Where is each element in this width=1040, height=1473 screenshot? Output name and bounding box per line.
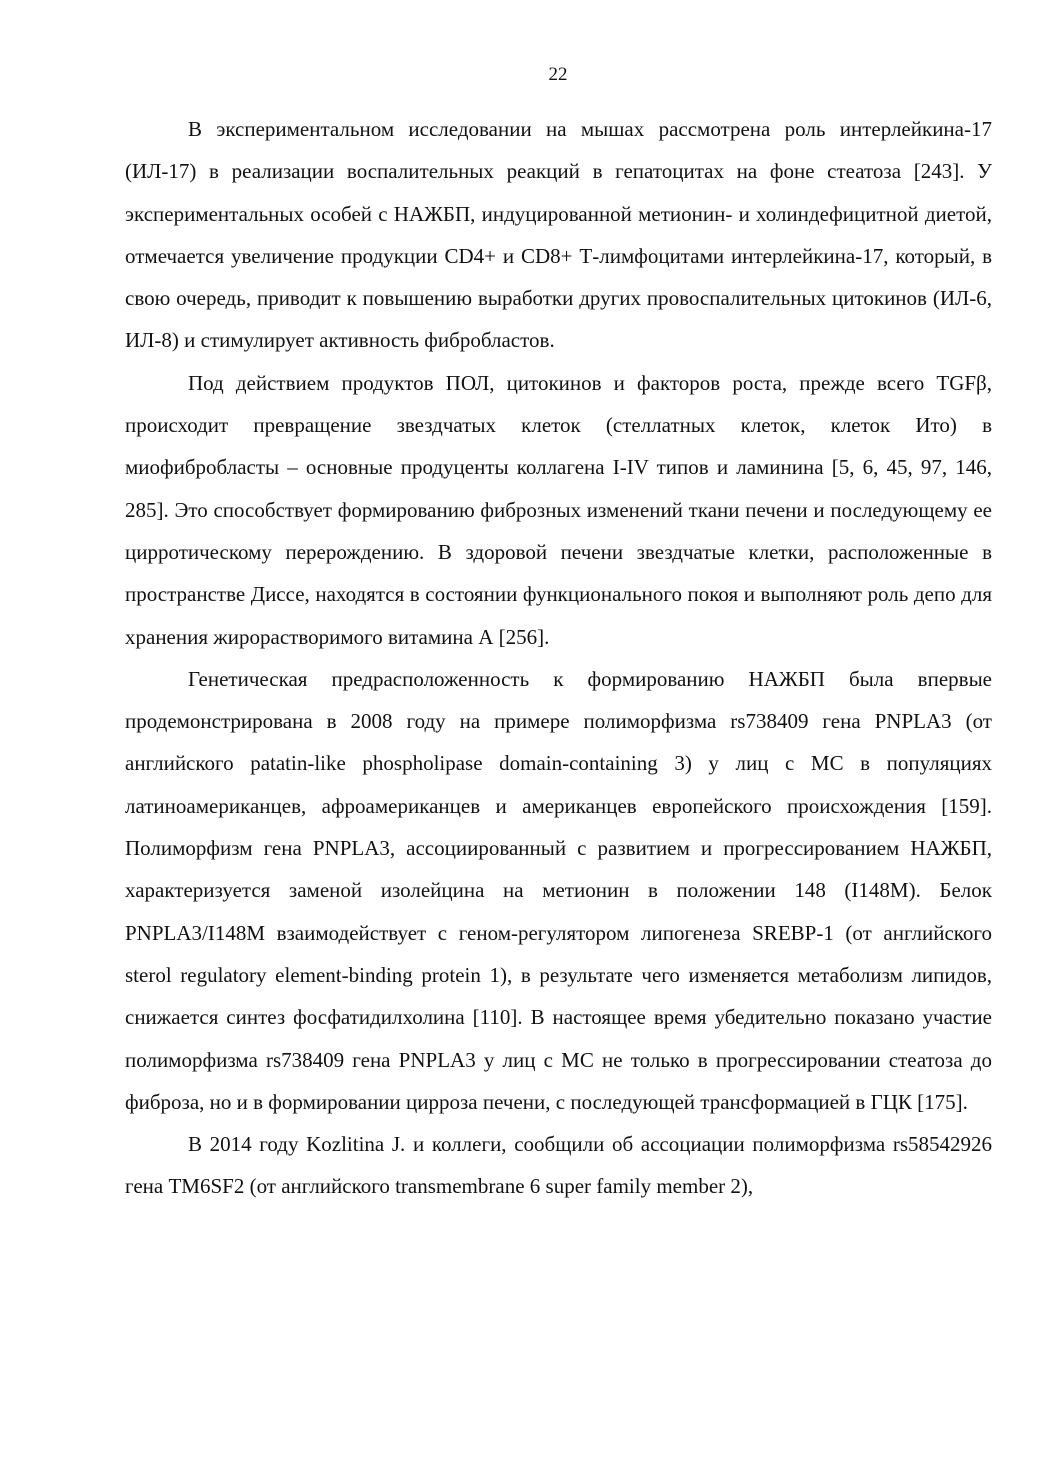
page-number: 22 [548, 64, 568, 85]
paragraph-pnpla3: Генетическая предрасположенность к формированию НАЖБП была впервые продемонстрирована в 2008 году на примере полиморфизма rs738409 гена PNPLA3 (от английского patatin-like phospholipase domain-containing 3) у лиц с МС в популяциях латиноамериканцев, афроамериканцев и американцев европейского происхождения [159]. Полиморфизм гена PNPLA3, ассоциированный с развитием и прогрессированием НАЖБП, характеризуется заменой изолейцина на метионин в положении 148 (I148M). Белок PNPLA3/I148M взаимодействует с геном-регулятором липогенеза SREBP-1 (от английского sterol regulatory element-binding protein 1), в результате чего изменяется метаболизм липидов, снижается синтез фосфатидилхолина [110]. В настоящее время убедительно показано участие полиморфизма rs738409 гена PNPLA3 у лиц с МС не только в прогрессировании стеатоза до фиброза, но и в формировании цирроза печени, с последующей трансформацией в ГЦК [175]. [125, 666, 992, 1114]
paragraph-tm6sf2: В 2014 году Kozlitina J. и коллеги, сообщили об ассоциации полиморфизма rs58542926 гена TM6SF2 (от английского transmembrane 6 super family member 2), [125, 1132, 992, 1199]
body-text [125, 108, 992, 1208]
paragraph-il17: В экспериментальном исследовании на мышах рассмотрена роль интерлейкина-17 (ИЛ-17) в реализации воспалительных реакций в гепатоцитах на фоне стеатоза [243]. У экспериментальных особей с НАЖБП, индуцированной метионин- и холиндефицитной диетой, отмечается увеличение продукции CD4+ и CD8+ Т-лимфоцитами интерлейкина-17, который, в свою очередь, приводит к повышению выработки других провоспалительных цитокинов (ИЛ-6, ИЛ-8) и стимулирует активность фибробластов. [125, 117, 992, 353]
paragraph-stellate-cells: Под действием продуктов ПОЛ, цитокинов и факторов роста, прежде всего TGFβ, происходит превращение звездчатых клеток (стеллатных клеток, клеток Ито) в миофибробласты – основные продуценты коллагена I-IV типов и ламинина [5, 6, 45, 97, 146, 285]. Это способствует формированию фиброзных изменений ткани печени и последующему ее цирротическому перерождению. В здоровой печени звездчатые клетки, расположенные в пространстве Диссе, находятся в состоянии функционального покоя и выполняют роль депо для хранения жирорастворимого витамина А [256]. [125, 370, 992, 649]
